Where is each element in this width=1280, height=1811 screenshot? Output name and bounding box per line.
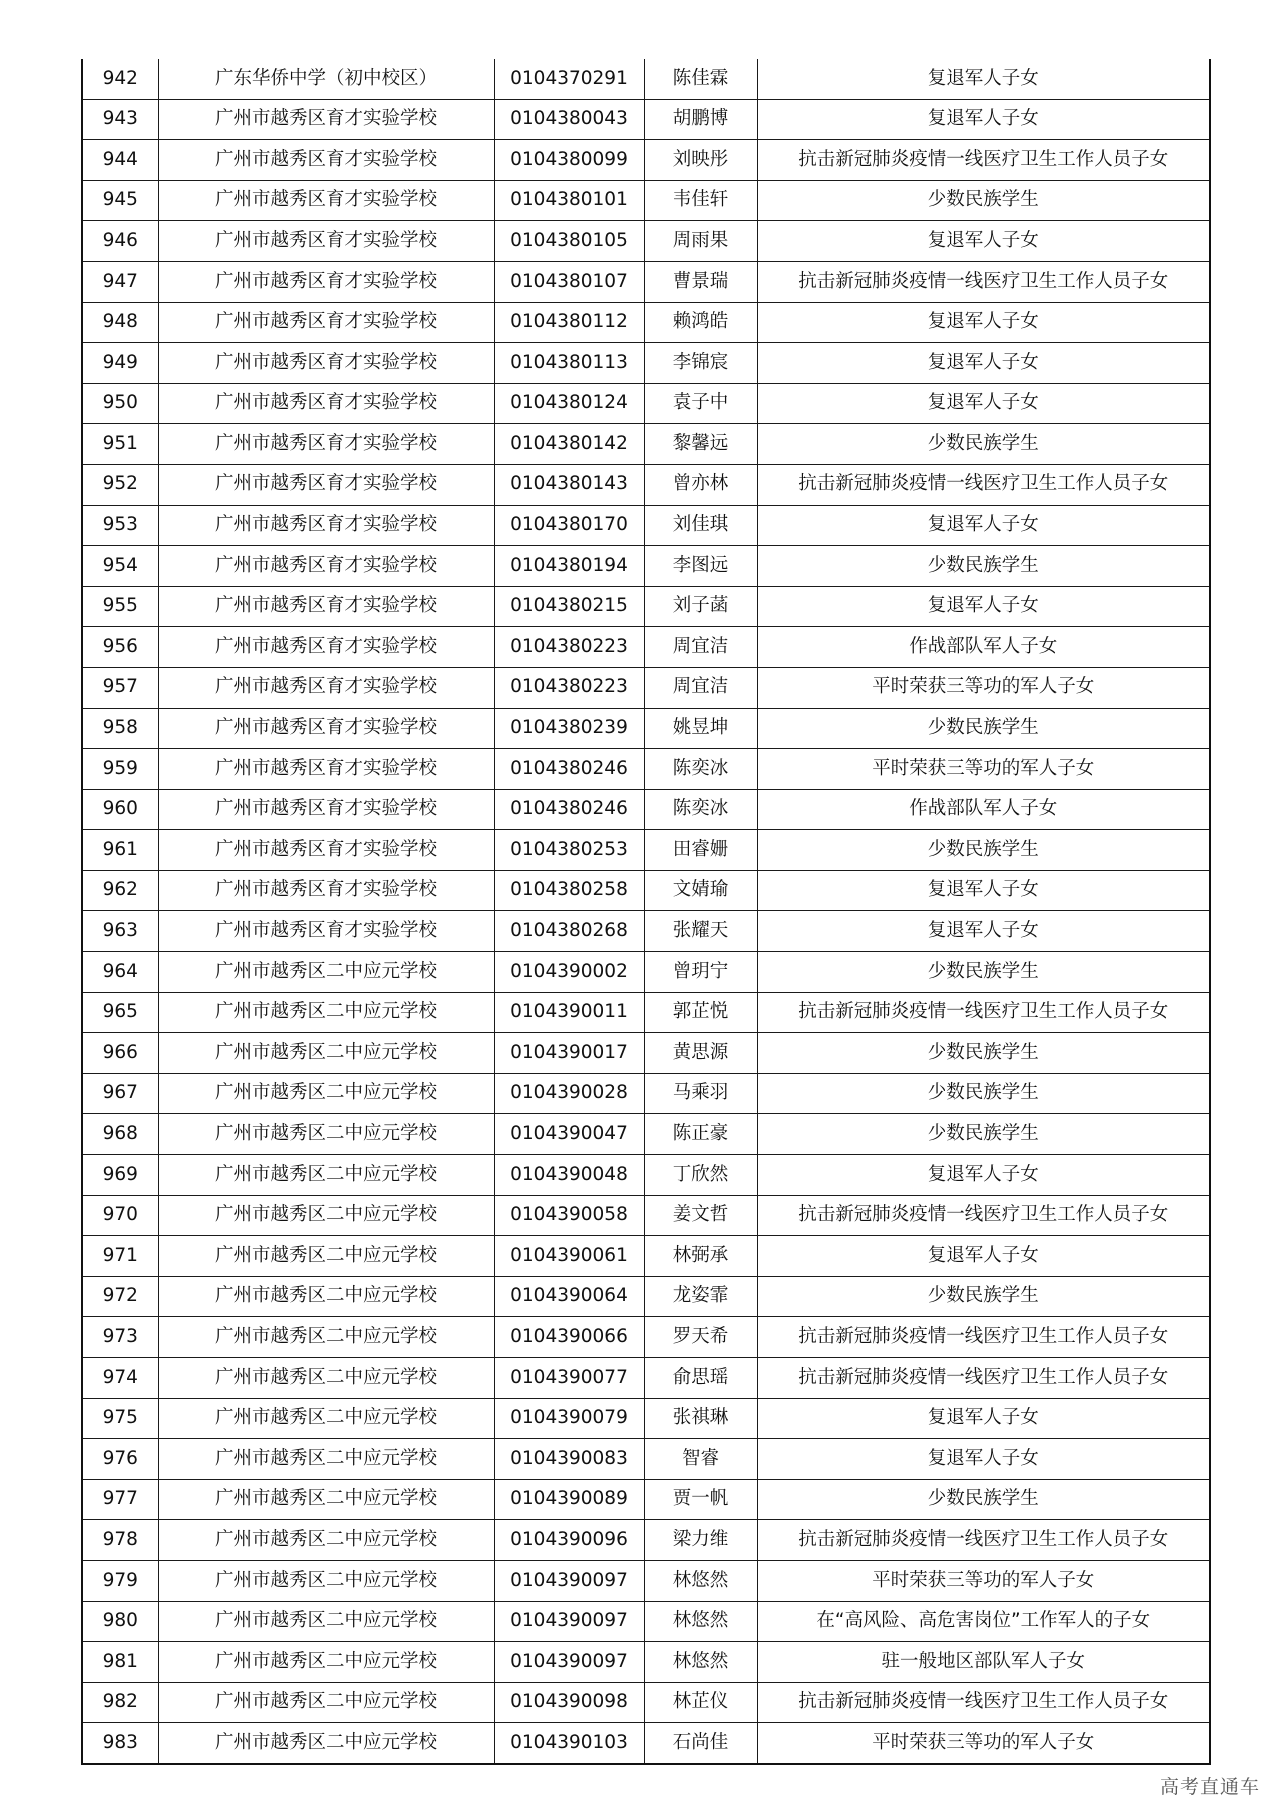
student-list-table [81, 59, 1211, 1765]
school-cell: 广州市越秀区二中应元学校 [158, 1033, 494, 1074]
row-number-cell: 955 [82, 586, 158, 627]
category-cell: 驻一般地区部队军人子女 [757, 1642, 1210, 1683]
student-id-cell: 0104390079 [494, 1398, 644, 1439]
student-id-cell: 0104390028 [494, 1073, 644, 1114]
student-name-cell: 陈奕冰 [644, 789, 757, 830]
school-cell: 广州市越秀区二中应元学校 [158, 1520, 494, 1561]
row-number-cell: 981 [82, 1642, 158, 1683]
student-name-cell: 姜文哲 [644, 1195, 757, 1236]
student-name-cell: 林芷仪 [644, 1682, 757, 1723]
category-cell: 少数民族学生 [757, 1114, 1210, 1155]
category-cell: 抗击新冠肺炎疫情一线医疗卫生工作人员子女 [757, 261, 1210, 302]
category-cell: 作战部队军人子女 [757, 627, 1210, 668]
school-cell: 广州市越秀区二中应元学校 [158, 1682, 494, 1723]
row-number-cell: 956 [82, 627, 158, 668]
school-cell: 广州市越秀区育才实验学校 [158, 911, 494, 952]
table-row [82, 261, 1210, 302]
student-id-cell: 0104380101 [494, 180, 644, 221]
student-name-cell: 陈佳霖 [644, 59, 757, 99]
student-id-cell: 0104390077 [494, 1358, 644, 1399]
student-id-cell: 0104380246 [494, 749, 644, 790]
school-cell: 广州市越秀区育才实验学校 [158, 99, 494, 140]
student-name-cell: 林悠然 [644, 1560, 757, 1601]
student-name-cell: 李图远 [644, 546, 757, 587]
category-cell: 抗击新冠肺炎疫情一线医疗卫生工作人员子女 [757, 1682, 1210, 1723]
row-number-cell: 961 [82, 830, 158, 871]
table-row [82, 1155, 1210, 1196]
student-name-cell: 曾玥宁 [644, 952, 757, 993]
table-row [82, 749, 1210, 790]
school-cell: 广州市越秀区育才实验学校 [158, 383, 494, 424]
school-cell: 广州市越秀区育才实验学校 [158, 261, 494, 302]
category-cell: 复退军人子女 [757, 1439, 1210, 1480]
row-number-cell: 979 [82, 1560, 158, 1601]
table-row [82, 221, 1210, 262]
school-cell: 广州市越秀区育才实验学校 [158, 505, 494, 546]
school-cell: 广州市越秀区二中应元学校 [158, 1073, 494, 1114]
school-cell: 广州市越秀区育才实验学校 [158, 749, 494, 790]
category-cell: 少数民族学生 [757, 1073, 1210, 1114]
student-name-cell: 张耀天 [644, 911, 757, 952]
row-number-cell: 971 [82, 1236, 158, 1277]
school-cell: 广州市越秀区二中应元学校 [158, 992, 494, 1033]
row-number-cell: 950 [82, 383, 158, 424]
school-cell: 广州市越秀区育才实验学校 [158, 789, 494, 830]
student-name-cell: 黄思源 [644, 1033, 757, 1074]
table-row [82, 302, 1210, 343]
category-cell: 复退军人子女 [757, 1155, 1210, 1196]
student-id-cell: 0104390017 [494, 1033, 644, 1074]
student-name-cell: 文婧瑜 [644, 870, 757, 911]
table-body [82, 59, 1210, 1764]
row-number-cell: 964 [82, 952, 158, 993]
student-name-cell: 陈正豪 [644, 1114, 757, 1155]
student-name-cell: 张祺琳 [644, 1398, 757, 1439]
school-cell: 广州市越秀区育才实验学校 [158, 667, 494, 708]
row-number-cell: 954 [82, 546, 158, 587]
student-id-cell: 0104380268 [494, 911, 644, 952]
student-id-cell: 0104380239 [494, 708, 644, 749]
table-row [82, 667, 1210, 708]
category-cell: 少数民族学生 [757, 424, 1210, 465]
student-id-cell: 0104380215 [494, 586, 644, 627]
category-cell: 复退军人子女 [757, 221, 1210, 262]
row-number-cell: 959 [82, 749, 158, 790]
category-cell: 复退军人子女 [757, 505, 1210, 546]
table-row [82, 911, 1210, 952]
student-name-cell: 曾亦林 [644, 464, 757, 505]
table-row [82, 1276, 1210, 1317]
student-name-cell: 刘映彤 [644, 140, 757, 181]
student-name-cell: 赖鸿皓 [644, 302, 757, 343]
student-id-cell: 0104390058 [494, 1195, 644, 1236]
table-row [82, 1479, 1210, 1520]
table-row [82, 627, 1210, 668]
category-cell: 作战部队军人子女 [757, 789, 1210, 830]
student-name-cell: 马乘羽 [644, 1073, 757, 1114]
student-name-cell: 罗天希 [644, 1317, 757, 1358]
school-cell: 广州市越秀区育才实验学校 [158, 464, 494, 505]
row-number-cell: 965 [82, 992, 158, 1033]
student-id-cell: 0104380194 [494, 546, 644, 587]
school-cell: 广州市越秀区二中应元学校 [158, 1317, 494, 1358]
row-number-cell: 976 [82, 1439, 158, 1480]
student-name-cell: 胡鹏博 [644, 99, 757, 140]
school-cell: 广州市越秀区育才实验学校 [158, 586, 494, 627]
student-id-cell: 0104370291 [494, 59, 644, 99]
school-cell: 广州市越秀区育才实验学校 [158, 870, 494, 911]
table-row [82, 1601, 1210, 1642]
row-number-cell: 982 [82, 1682, 158, 1723]
student-name-cell: 丁欣然 [644, 1155, 757, 1196]
school-cell: 广州市越秀区育才实验学校 [158, 830, 494, 871]
row-number-cell: 948 [82, 302, 158, 343]
category-cell: 在“高风险、高危害岗位”工作军人的子女 [757, 1601, 1210, 1642]
category-cell: 复退军人子女 [757, 870, 1210, 911]
student-id-cell: 0104390097 [494, 1560, 644, 1601]
school-cell: 广州市越秀区育才实验学校 [158, 424, 494, 465]
row-number-cell: 945 [82, 180, 158, 221]
student-id-cell: 0104380113 [494, 343, 644, 384]
table-row [82, 383, 1210, 424]
student-id-cell: 0104380143 [494, 464, 644, 505]
student-id-cell: 0104380258 [494, 870, 644, 911]
row-number-cell: 960 [82, 789, 158, 830]
category-cell: 复退军人子女 [757, 59, 1210, 99]
student-id-cell: 0104380246 [494, 789, 644, 830]
student-id-cell: 0104380223 [494, 667, 644, 708]
student-id-cell: 0104390097 [494, 1642, 644, 1683]
table-row [82, 952, 1210, 993]
category-cell: 复退军人子女 [757, 383, 1210, 424]
student-id-cell: 0104390097 [494, 1601, 644, 1642]
category-cell: 抗击新冠肺炎疫情一线医疗卫生工作人员子女 [757, 992, 1210, 1033]
student-name-cell: 李锦宸 [644, 343, 757, 384]
table-row [82, 180, 1210, 221]
table-row [82, 586, 1210, 627]
school-cell: 广州市越秀区二中应元学校 [158, 952, 494, 993]
student-id-cell: 0104390098 [494, 1682, 644, 1723]
category-cell: 少数民族学生 [757, 180, 1210, 221]
row-number-cell: 977 [82, 1479, 158, 1520]
student-id-cell: 0104390047 [494, 1114, 644, 1155]
table-row [82, 1358, 1210, 1399]
category-cell: 复退军人子女 [757, 99, 1210, 140]
category-cell: 抗击新冠肺炎疫情一线医疗卫生工作人员子女 [757, 1358, 1210, 1399]
student-id-cell: 0104390103 [494, 1723, 644, 1764]
category-cell: 平时荣获三等功的军人子女 [757, 1723, 1210, 1764]
table-row [82, 424, 1210, 465]
row-number-cell: 944 [82, 140, 158, 181]
row-number-cell: 969 [82, 1155, 158, 1196]
school-cell: 广州市越秀区育才实验学校 [158, 221, 494, 262]
row-number-cell: 967 [82, 1073, 158, 1114]
student-id-cell: 0104380112 [494, 302, 644, 343]
category-cell: 复退军人子女 [757, 343, 1210, 384]
table-row [82, 789, 1210, 830]
student-name-cell: 郭芷悦 [644, 992, 757, 1033]
table-row [82, 505, 1210, 546]
school-cell: 广州市越秀区二中应元学校 [158, 1155, 494, 1196]
school-cell: 广州市越秀区育才实验学校 [158, 546, 494, 587]
student-name-cell: 袁子中 [644, 383, 757, 424]
school-cell: 广州市越秀区育才实验学校 [158, 180, 494, 221]
student-id-cell: 0104390002 [494, 952, 644, 993]
category-cell: 少数民族学生 [757, 1276, 1210, 1317]
category-cell: 少数民族学生 [757, 830, 1210, 871]
table-row [82, 59, 1210, 99]
table-row [82, 1682, 1210, 1723]
table-row [82, 708, 1210, 749]
table-row [82, 99, 1210, 140]
school-cell: 广州市越秀区育才实验学校 [158, 627, 494, 668]
student-id-cell: 0104390083 [494, 1439, 644, 1480]
table-row [82, 1560, 1210, 1601]
student-name-cell: 姚昱坤 [644, 708, 757, 749]
row-number-cell: 966 [82, 1033, 158, 1074]
table-row [82, 1520, 1210, 1561]
row-number-cell: 946 [82, 221, 158, 262]
student-name-cell: 周雨果 [644, 221, 757, 262]
school-cell: 广州市越秀区育才实验学校 [158, 343, 494, 384]
school-cell: 广州市越秀区二中应元学校 [158, 1723, 494, 1764]
student-name-cell: 刘子菡 [644, 586, 757, 627]
school-cell: 广州市越秀区育才实验学校 [158, 708, 494, 749]
row-number-cell: 951 [82, 424, 158, 465]
student-id-cell: 0104380099 [494, 140, 644, 181]
category-cell: 抗击新冠肺炎疫情一线医疗卫生工作人员子女 [757, 1317, 1210, 1358]
row-number-cell: 949 [82, 343, 158, 384]
school-cell: 广州市越秀区二中应元学校 [158, 1601, 494, 1642]
row-number-cell: 978 [82, 1520, 158, 1561]
student-name-cell: 石尚佳 [644, 1723, 757, 1764]
row-number-cell: 957 [82, 667, 158, 708]
school-cell: 广州市越秀区二中应元学校 [158, 1642, 494, 1683]
table-row [82, 1073, 1210, 1114]
category-cell: 抗击新冠肺炎疫情一线医疗卫生工作人员子女 [757, 1520, 1210, 1561]
category-cell: 复退军人子女 [757, 586, 1210, 627]
category-cell: 抗击新冠肺炎疫情一线医疗卫生工作人员子女 [757, 1195, 1210, 1236]
category-cell: 少数民族学生 [757, 952, 1210, 993]
watermark-text: 高考直通车 [1159, 1776, 1260, 1798]
student-id-cell: 0104390089 [494, 1479, 644, 1520]
row-number-cell: 952 [82, 464, 158, 505]
student-name-cell: 林弼承 [644, 1236, 757, 1277]
row-number-cell: 943 [82, 99, 158, 140]
category-cell: 少数民族学生 [757, 1033, 1210, 1074]
row-number-cell: 983 [82, 1723, 158, 1764]
school-cell: 广州市越秀区二中应元学校 [158, 1236, 494, 1277]
student-name-cell: 梁力维 [644, 1520, 757, 1561]
student-id-cell: 0104380223 [494, 627, 644, 668]
student-name-cell: 黎馨远 [644, 424, 757, 465]
student-name-cell: 贾一帆 [644, 1479, 757, 1520]
category-cell: 少数民族学生 [757, 1479, 1210, 1520]
student-id-cell: 0104380107 [494, 261, 644, 302]
school-cell: 广州市越秀区二中应元学校 [158, 1439, 494, 1480]
student-name-cell: 刘佳琪 [644, 505, 757, 546]
student-id-cell: 0104390064 [494, 1276, 644, 1317]
row-number-cell: 953 [82, 505, 158, 546]
table-row [82, 830, 1210, 871]
student-id-cell: 0104390066 [494, 1317, 644, 1358]
category-cell: 少数民族学生 [757, 708, 1210, 749]
category-cell: 少数民族学生 [757, 546, 1210, 587]
table-row [82, 992, 1210, 1033]
school-cell: 广州市越秀区二中应元学校 [158, 1398, 494, 1439]
category-cell: 复退军人子女 [757, 302, 1210, 343]
table-row [82, 870, 1210, 911]
row-number-cell: 942 [82, 59, 158, 99]
row-number-cell: 962 [82, 870, 158, 911]
row-number-cell: 972 [82, 1276, 158, 1317]
row-number-cell: 975 [82, 1398, 158, 1439]
student-id-cell: 0104390061 [494, 1236, 644, 1277]
student-name-cell: 田睿姗 [644, 830, 757, 871]
table-row [82, 1439, 1210, 1480]
student-name-cell: 韦佳轩 [644, 180, 757, 221]
table-row [82, 1114, 1210, 1155]
table-row [82, 1642, 1210, 1683]
category-cell: 复退军人子女 [757, 1398, 1210, 1439]
row-number-cell: 968 [82, 1114, 158, 1155]
student-name-cell: 林悠然 [644, 1642, 757, 1683]
student-id-cell: 0104380142 [494, 424, 644, 465]
table-row [82, 464, 1210, 505]
school-cell: 广州市越秀区二中应元学校 [158, 1560, 494, 1601]
category-cell: 平时荣获三等功的军人子女 [757, 667, 1210, 708]
category-cell: 平时荣获三等功的军人子女 [757, 749, 1210, 790]
student-id-cell: 0104380253 [494, 830, 644, 871]
school-cell: 广州市越秀区二中应元学校 [158, 1479, 494, 1520]
student-name-cell: 周宜洁 [644, 627, 757, 668]
table-row [82, 343, 1210, 384]
row-number-cell: 970 [82, 1195, 158, 1236]
table-row [82, 1033, 1210, 1074]
student-id-cell: 0104380124 [494, 383, 644, 424]
student-name-cell: 曹景瑞 [644, 261, 757, 302]
student-name-cell: 林悠然 [644, 1601, 757, 1642]
row-number-cell: 980 [82, 1601, 158, 1642]
table-row [82, 1236, 1210, 1277]
category-cell: 平时荣获三等功的军人子女 [757, 1560, 1210, 1601]
school-cell: 广州市越秀区育才实验学校 [158, 140, 494, 181]
row-number-cell: 947 [82, 261, 158, 302]
table-row [82, 1317, 1210, 1358]
school-cell: 广州市越秀区育才实验学校 [158, 302, 494, 343]
school-cell: 广州市越秀区二中应元学校 [158, 1114, 494, 1155]
table-row [82, 1195, 1210, 1236]
student-name-cell: 俞思瑶 [644, 1358, 757, 1399]
category-cell: 复退军人子女 [757, 1236, 1210, 1277]
student-id-cell: 0104390011 [494, 992, 644, 1033]
school-cell: 广州市越秀区二中应元学校 [158, 1276, 494, 1317]
category-cell: 抗击新冠肺炎疫情一线医疗卫生工作人员子女 [757, 140, 1210, 181]
table-row [82, 1723, 1210, 1764]
student-id-cell: 0104390048 [494, 1155, 644, 1196]
student-id-cell: 0104380105 [494, 221, 644, 262]
student-name-cell: 智睿 [644, 1439, 757, 1480]
student-name-cell: 陈奕冰 [644, 749, 757, 790]
student-name-cell: 周宜洁 [644, 667, 757, 708]
row-number-cell: 974 [82, 1358, 158, 1399]
category-cell: 抗击新冠肺炎疫情一线医疗卫生工作人员子女 [757, 464, 1210, 505]
table-row [82, 140, 1210, 181]
category-cell: 复退军人子女 [757, 911, 1210, 952]
table-row [82, 1398, 1210, 1439]
table-row [82, 546, 1210, 587]
student-id-cell: 0104380043 [494, 99, 644, 140]
student-name-cell: 龙姿霏 [644, 1276, 757, 1317]
school-cell: 广东华侨中学（初中校区） [158, 59, 494, 99]
row-number-cell: 963 [82, 911, 158, 952]
row-number-cell: 973 [82, 1317, 158, 1358]
student-id-cell: 0104380170 [494, 505, 644, 546]
school-cell: 广州市越秀区二中应元学校 [158, 1358, 494, 1399]
school-cell: 广州市越秀区二中应元学校 [158, 1195, 494, 1236]
student-id-cell: 0104390096 [494, 1520, 644, 1561]
row-number-cell: 958 [82, 708, 158, 749]
